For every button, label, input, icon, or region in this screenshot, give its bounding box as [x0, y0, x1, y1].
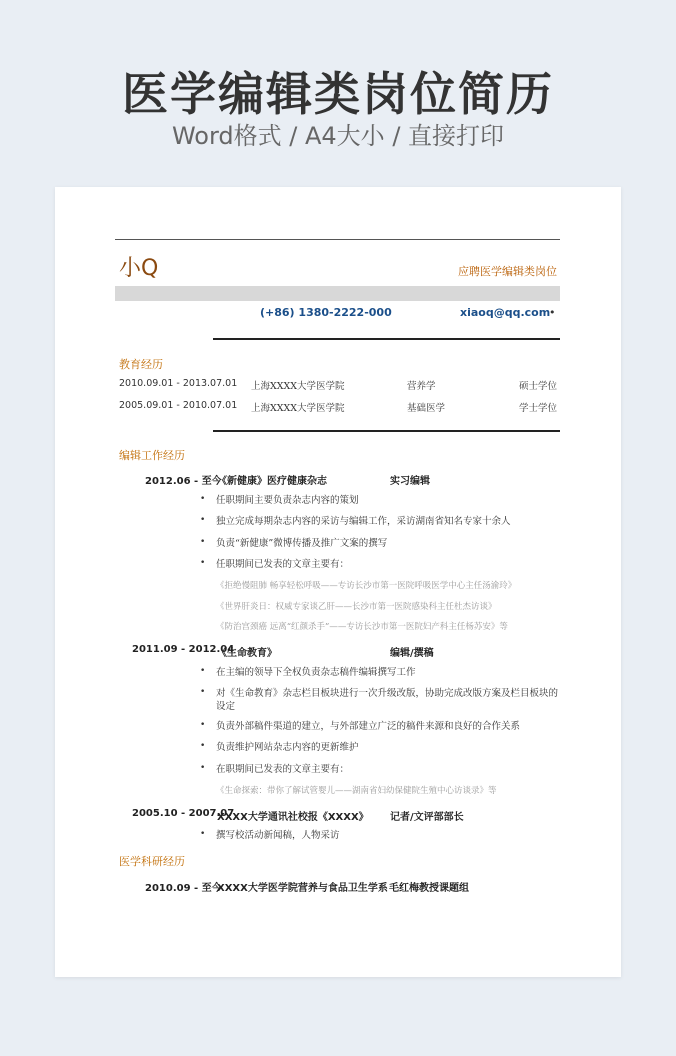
job-duty: 负责“新健康”微博传播及推广文案的撰写: [216, 538, 388, 549]
job-role: 记者/文评部部长: [390, 812, 464, 823]
section-divider: [213, 430, 560, 432]
job-duty: 负责维护网站杂志内容的更新维护: [216, 742, 359, 753]
research-group: 毛红梅教授课题组: [389, 883, 469, 894]
research-period: 2010.09 - 至今: [145, 883, 222, 894]
contact-dot: •: [549, 306, 556, 319]
job-duty: 独立完成每期杂志内容的采访与编辑工作，采访湖南省知名专家十余人: [216, 516, 511, 527]
job-role: 编辑/撰稿: [390, 648, 434, 659]
edu-degree: 硕士学位: [519, 381, 558, 392]
email-address: xiaoq@qq.com: [460, 306, 551, 319]
published-article: 《拒绝慢阻肺 畅享轻松呼吸——专访长沙市第一医院呼吸医学中心主任汤渝玲》: [216, 581, 517, 591]
edu-school: 上海XXXX大学医学院: [251, 403, 345, 414]
bullet: •: [200, 515, 206, 525]
job-duty: 对《生命教育》杂志栏目板块进行一次升级改版，协助完成改版方案及栏目板块的设定: [216, 688, 559, 712]
bullet: •: [200, 666, 206, 676]
job-period: 2012.06 - 至今: [145, 476, 222, 487]
top-rule: [115, 239, 560, 240]
job-period: 2011.09 - 2012.04: [132, 644, 235, 655]
published-article: 《防治宫颈癌 远离“红颜杀手”——专访长沙市第一医院妇产科主任杨苏安》等: [216, 622, 508, 632]
job-org: 《新健康》医疗健康杂志: [217, 476, 327, 487]
bullet: •: [200, 494, 206, 504]
job-duty: 在职期间已发表的文章主要有：: [216, 764, 350, 775]
banner-subtitle: Word格式 / A4大小 / 直接打印: [171, 122, 505, 150]
research-heading: 医学科研经历: [119, 855, 185, 868]
bullet: •: [200, 720, 206, 730]
section-divider: [213, 338, 560, 340]
education-heading: 教育经历: [119, 358, 163, 371]
candidate-name: 小Q: [119, 256, 159, 281]
job-org: 《生命教育》: [217, 648, 277, 659]
header-bar: [115, 286, 560, 301]
job-duty: 任职期间已发表的文章主要有：: [216, 559, 350, 570]
research-org: XXXX大学医学院营养与食品卫生学系: [217, 883, 388, 894]
bullet: •: [200, 741, 206, 751]
bullet: •: [200, 558, 206, 568]
bullet: •: [200, 687, 206, 697]
edu-school: 上海XXXX大学医学院: [251, 381, 345, 392]
job-duty: 任职期间主要负责杂志内容的策划: [216, 495, 359, 506]
edu-major: 营养学: [407, 381, 436, 392]
edu-period: 2005.09.01 - 2010.07.01: [119, 400, 238, 411]
edu-major: 基础医学: [407, 403, 446, 414]
bullet: •: [200, 763, 206, 773]
bullet: •: [200, 829, 206, 839]
resume-page: [55, 187, 621, 977]
bullet: •: [200, 537, 206, 547]
job-duty: 在主编的领导下全权负责杂志稿件编辑撰写工作: [216, 667, 416, 678]
target-position: 应聘医学编辑类岗位: [458, 265, 557, 278]
job-duty: 负责外部稿件渠道的建立，与外部建立广泛的稿件来源和良好的合作关系: [216, 721, 521, 732]
work-heading: 编辑工作经历: [119, 449, 185, 462]
job-period: 2005.10 - 2007.07: [132, 808, 235, 819]
published-article: 《生命探索：带你了解试管婴儿——湖南省妇幼保健院生殖中心访谈录》等: [216, 786, 497, 796]
job-duty: 撰写校活动新闻稿，人物采访: [216, 830, 340, 841]
edu-degree: 学士学位: [519, 403, 558, 414]
edu-period: 2010.09.01 - 2013.07.01: [119, 378, 238, 389]
job-org: XXXX大学通讯社校报《XXXX》: [217, 812, 369, 823]
phone-number: (+86) 1380-2222-000: [260, 306, 392, 319]
banner-title: 医学编辑类岗位简历: [122, 67, 554, 121]
published-article: 《世界肝炎日：权威专家谈乙肝——长沙市第一医院感染科主任杜杰访谈》: [216, 602, 497, 612]
job-role: 实习编辑: [390, 476, 430, 487]
